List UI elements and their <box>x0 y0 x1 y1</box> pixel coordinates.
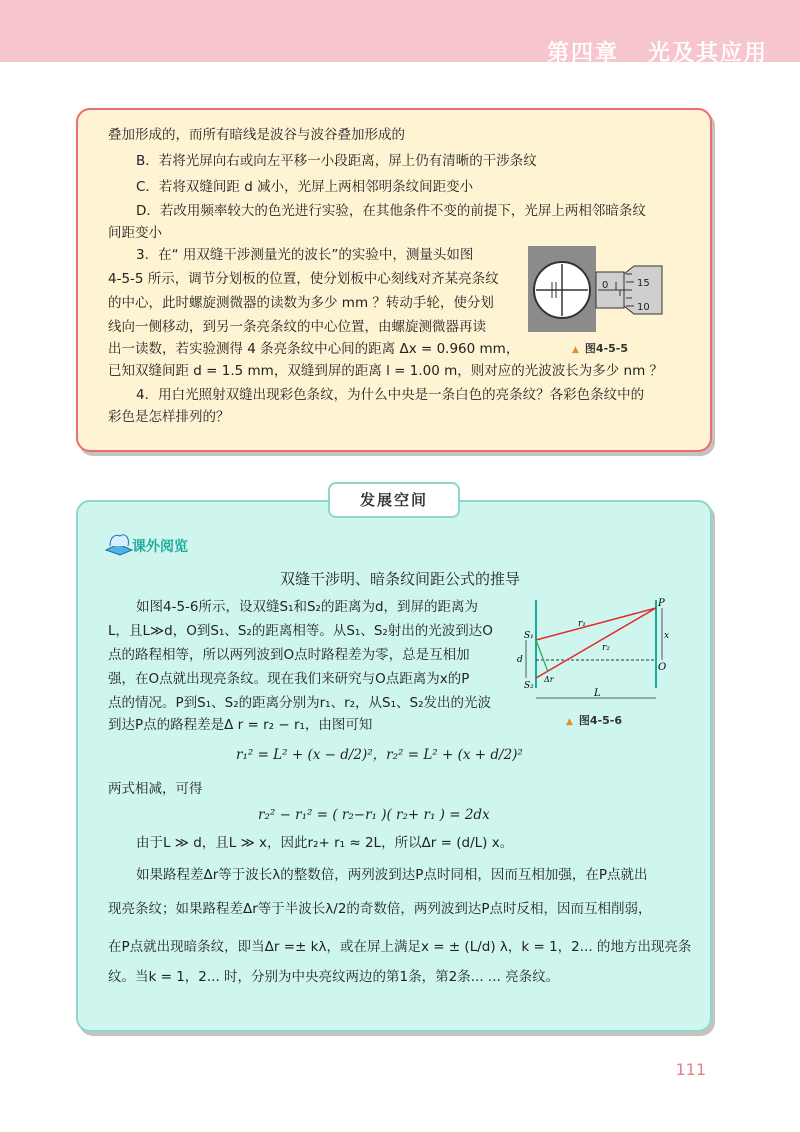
scale-label: 0 <box>602 280 609 291</box>
path-diff-line <box>536 640 548 672</box>
ray-r1 <box>536 608 656 640</box>
ray-r2 <box>536 608 656 678</box>
chapter-number: 第四章 <box>546 41 619 66</box>
q3-line: 的中心，此时螺旋测微器的读数为多少 mm ？转动手轮，使分划 <box>108 295 494 311</box>
q3-line: 线向一侧移动，到另一条亮条纹的中心位置，由螺旋测微器再读 <box>108 319 486 335</box>
label-S1: S₁ <box>524 631 534 641</box>
q4-line: 4．用白光照射双缝出现彩色条纹，为什么中央是一条白色的亮条纹？各彩色条纹中的 <box>136 387 645 403</box>
scale-label: 15 <box>637 278 650 289</box>
para2-line: 纹。当k = 1，2... 时，分别为中央亮纹两边的第1条，第2条... ... 亮条纹。 <box>108 969 560 985</box>
q4-line: 彩色是怎样排列的？ <box>108 409 230 425</box>
page-number: 111 <box>675 1060 706 1079</box>
option-c: C．若将双缝间距 d 减小，光屏上两相邻明条纹间距变小 <box>136 179 474 195</box>
double-slit-figure <box>512 596 672 708</box>
label-dr: Δr <box>544 675 554 684</box>
article-title: 双缝干涉明、暗条纹间距公式的推导 <box>279 570 520 588</box>
option-d-cont: 间距变小 <box>108 225 162 241</box>
figure-caption-4-5-5: ▲ 图4-5-5 <box>572 342 629 355</box>
book-icon <box>104 530 134 556</box>
equation-1: r₁² = L² + (x − d/2)²，r₂² = L² + (x + d/2)² <box>236 747 523 763</box>
label-r1: r₁ <box>578 619 586 629</box>
chapter-title: 光及其应用 <box>647 41 768 66</box>
exercise-line: 叠加形成的，而所有暗线是波谷与波谷叠加形成的 <box>108 127 405 143</box>
para2-line: 现亮条纹；如果路程差Δr等于半波长λ/2的奇数倍，两列波到达P点时反相，因而互相削弱， <box>108 901 652 917</box>
micrometer-figure <box>526 244 666 340</box>
para-line: 点的路程相等，所以两列波到O点时路程差为零，总是互相加 <box>108 647 470 663</box>
para-line: 点的情况。P到S₁、S₂的距离分别为r₁、r₂，从S₁、S₂发出的光波 <box>108 695 491 711</box>
label-O: O <box>658 662 667 673</box>
q3-line: 4-5-5 所示，调节分划板的位置，使分划板中心刻线对齐某亮条纹 <box>108 271 499 287</box>
equation-2: r₂² − r₁² = ( r₂−r₁ )( r₂+ r₁ ) = 2dx <box>258 807 490 823</box>
label-L: L <box>594 688 601 699</box>
label-x: x <box>664 631 670 641</box>
chapter-heading <box>547 36 768 67</box>
q3-line: 已知双缝间距 d = 1.5 mm，双缝到屏的距离 l = 1.00 m，则对应的光波波长为多少 nm ？ <box>108 363 664 379</box>
q3-line: 出一读数，若实验测得 4 条亮条纹中心间的距离 Δx = 0.960 mm， <box>108 341 520 357</box>
para-line: L，且L≫d，O到S₁、S₂的距离相等。从S₁、S₂射出的光波到达O <box>108 623 493 639</box>
equation-3: 由于L ≫ d，且L ≫ x，因此r₂+ r₁ ≈ 2L，所以Δr = (d/L) x。 <box>136 835 514 851</box>
para2-line: 在P点就出现暗条纹，即当Δr =± kλ，或在屏上满足x = ± (L/d) λ，k = 1，2... 的地方出现亮条 <box>108 939 692 955</box>
option-b: B．若将光屏向右或向左平移一小段距离，屏上仍有清晰的干涉条纹 <box>136 153 537 169</box>
q3-line: 3．在“ 用双缝干涉测量光的波长”的实验中，测量头如图 <box>136 247 474 263</box>
para-line: 到达P点的路程差是Δ r = r₂ − r₁，由图可知 <box>108 717 373 733</box>
option-d: D．若改用频率较大的色光进行实验，在其他条件不变的前提下，光屏上两相邻暗条纹 <box>136 203 646 219</box>
section-label: 发展空间 <box>328 482 460 518</box>
label-d: d <box>517 655 523 665</box>
subtract-text: 两式相减，可得 <box>108 781 203 797</box>
scale-label: 10 <box>637 302 650 313</box>
figure-caption-4-5-6: ▲ 图4-5-6 <box>566 714 623 727</box>
para-line: 如图4-5-6所示，设双缝S₁和S₂的距离为d，到屏的距离为 <box>136 599 479 615</box>
label-P: P <box>658 598 665 609</box>
label-S2: S₂ <box>524 681 534 691</box>
reading-label: 课外阅览 <box>132 539 188 555</box>
label-r2: r₂ <box>602 643 610 653</box>
para2-line: 如果路程差Δr等于波长λ的整数倍，两列波到达P点时同相，因而互相加强，在P点就出 <box>136 867 648 883</box>
para-line: 强，在O点就出现亮条纹。现在我们来研究与O点距离为x的P <box>108 671 470 687</box>
